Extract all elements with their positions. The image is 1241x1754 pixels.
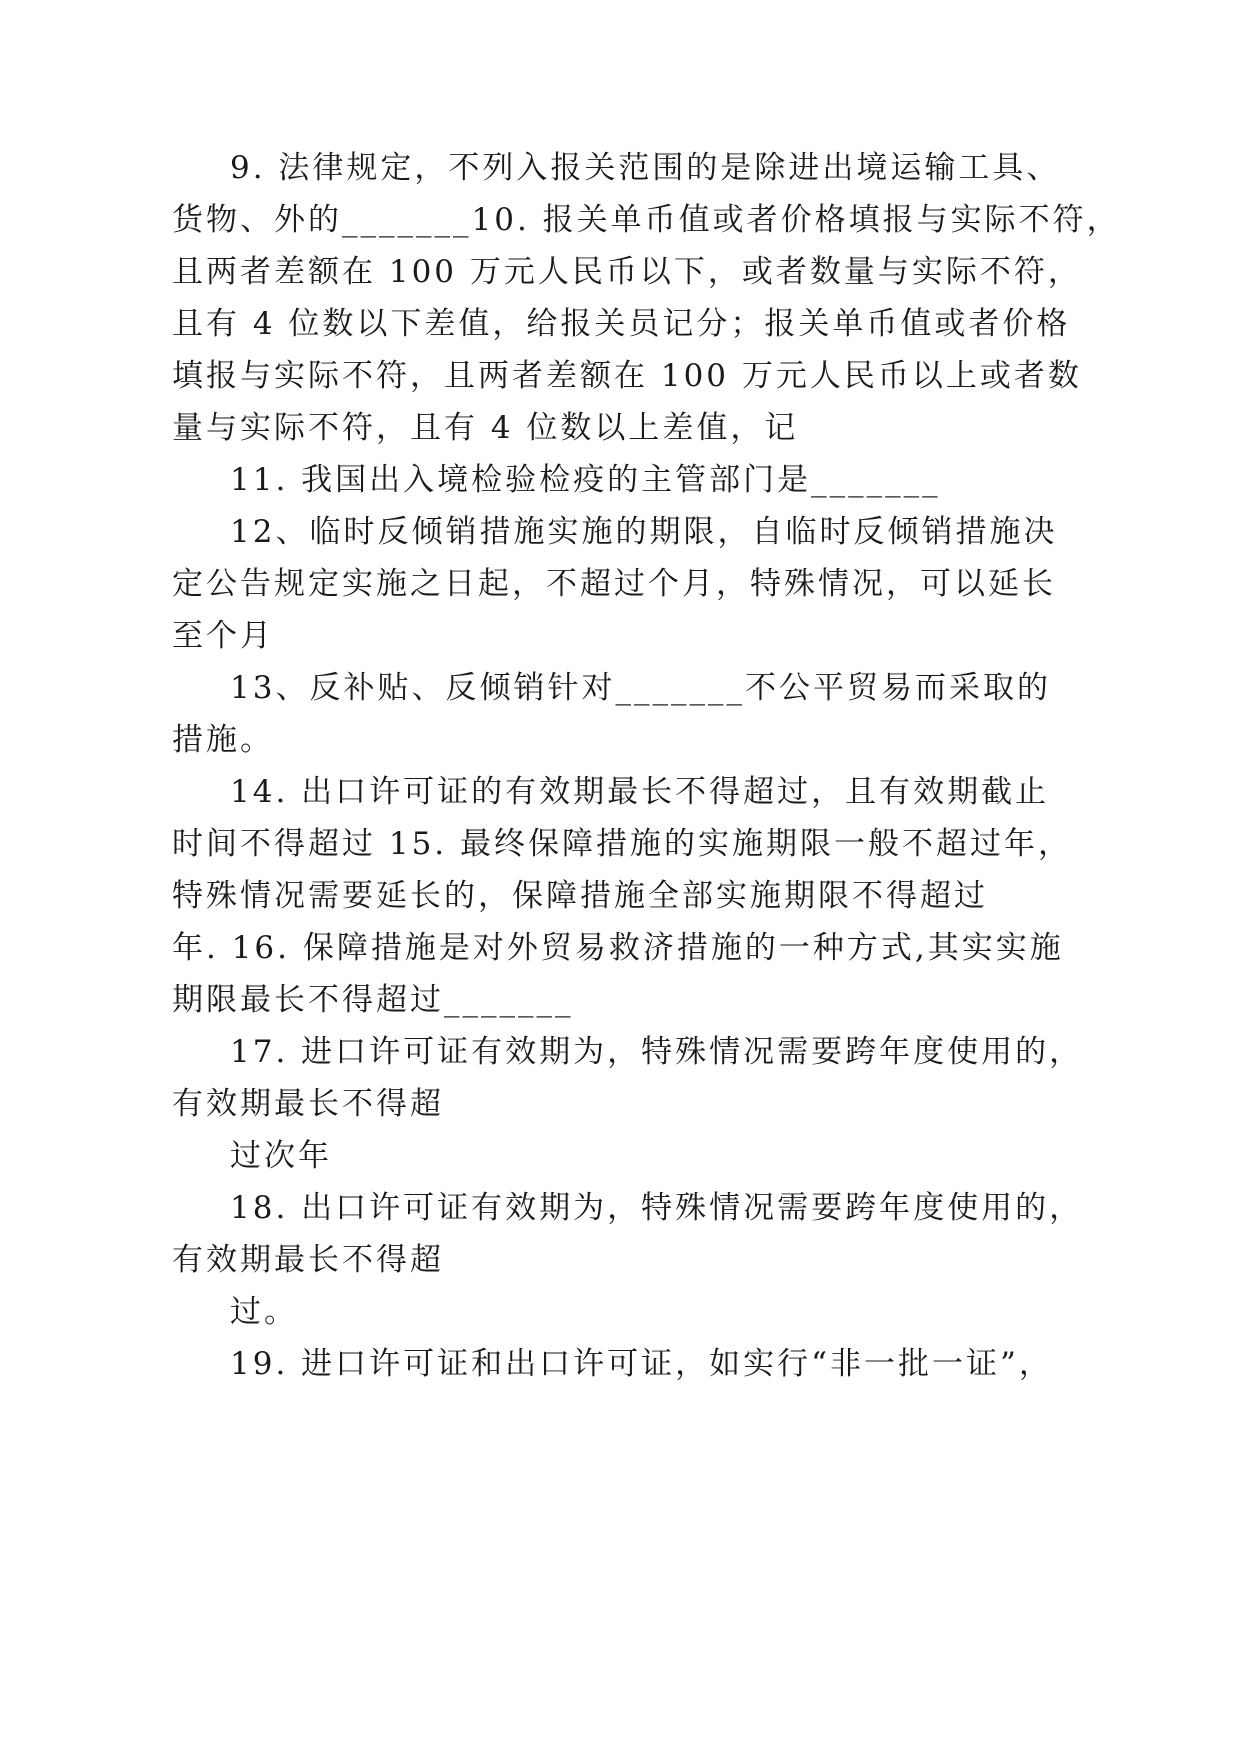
text-line-16: 年. 16. 保障措施是对外贸易救济措施的一种方式,其实实施: [172, 930, 1064, 966]
text-line-12: 措施。: [172, 722, 274, 758]
text-line-6: 量与实际不符，且有 4 位数以上差值，记: [172, 410, 799, 446]
text-line-9: 定公告规定实施之日起，不超过个月，特殊情况，可以延长: [172, 566, 1056, 602]
text-line-4: 且有 4 位数以下差值，给报关员记分；报关单币值或者价格: [172, 306, 1071, 342]
text-line-24: 19. 进口许可证和出口许可证，如实行“非一批一证”，: [230, 1346, 1053, 1382]
text-line-21: 18. 出口许可证有效期为，特殊情况需要跨年度使用的，: [230, 1190, 1084, 1226]
text-line-1: 9. 法律规定，不列入报关范围的是除进出境运输工具、: [230, 150, 1061, 186]
text-line-22: 有效期最长不得超: [172, 1242, 444, 1278]
text-line-3: 且两者差额在 100 万元人民币以下，或者数量与实际不符，: [172, 254, 1082, 290]
text-line-13: 14. 出口许可证的有效期最长不得超过，且有效期截止: [230, 774, 1050, 810]
text-line-14: 时间不得超过 15. 最终保障措施的实施期限一般不超过年，: [172, 826, 1073, 862]
text-line-17: 期限最长不得超过_______: [172, 982, 574, 1018]
text-line-8: 12、临时反倾销措施实施的期限，自临时反倾销措施决: [230, 514, 1058, 550]
text-line-20: 过次年: [230, 1138, 332, 1174]
text-line-10: 至个月: [172, 618, 274, 654]
text-line-7: 11. 我国出入境检验检疫的主管部门是_______: [230, 462, 941, 498]
text-line-11: 13、反补贴、反倾销针对_______不公平贸易而采取的: [230, 670, 1051, 706]
text-line-23: 过。: [230, 1294, 298, 1330]
text-line-5: 填报与实际不符，且两者差额在 100 万元人民币以上或者数: [172, 358, 1082, 394]
text-line-2: 货物、外的_______10. 报关单币值或者价格填报与实际不符，: [172, 202, 1121, 238]
text-line-18: 17. 进口许可证有效期为，特殊情况需要跨年度使用的，: [230, 1034, 1084, 1070]
text-line-19: 有效期最长不得超: [172, 1086, 444, 1122]
text-line-15: 特殊情况需要延长的，保障措施全部实施期限不得超过: [172, 878, 988, 914]
